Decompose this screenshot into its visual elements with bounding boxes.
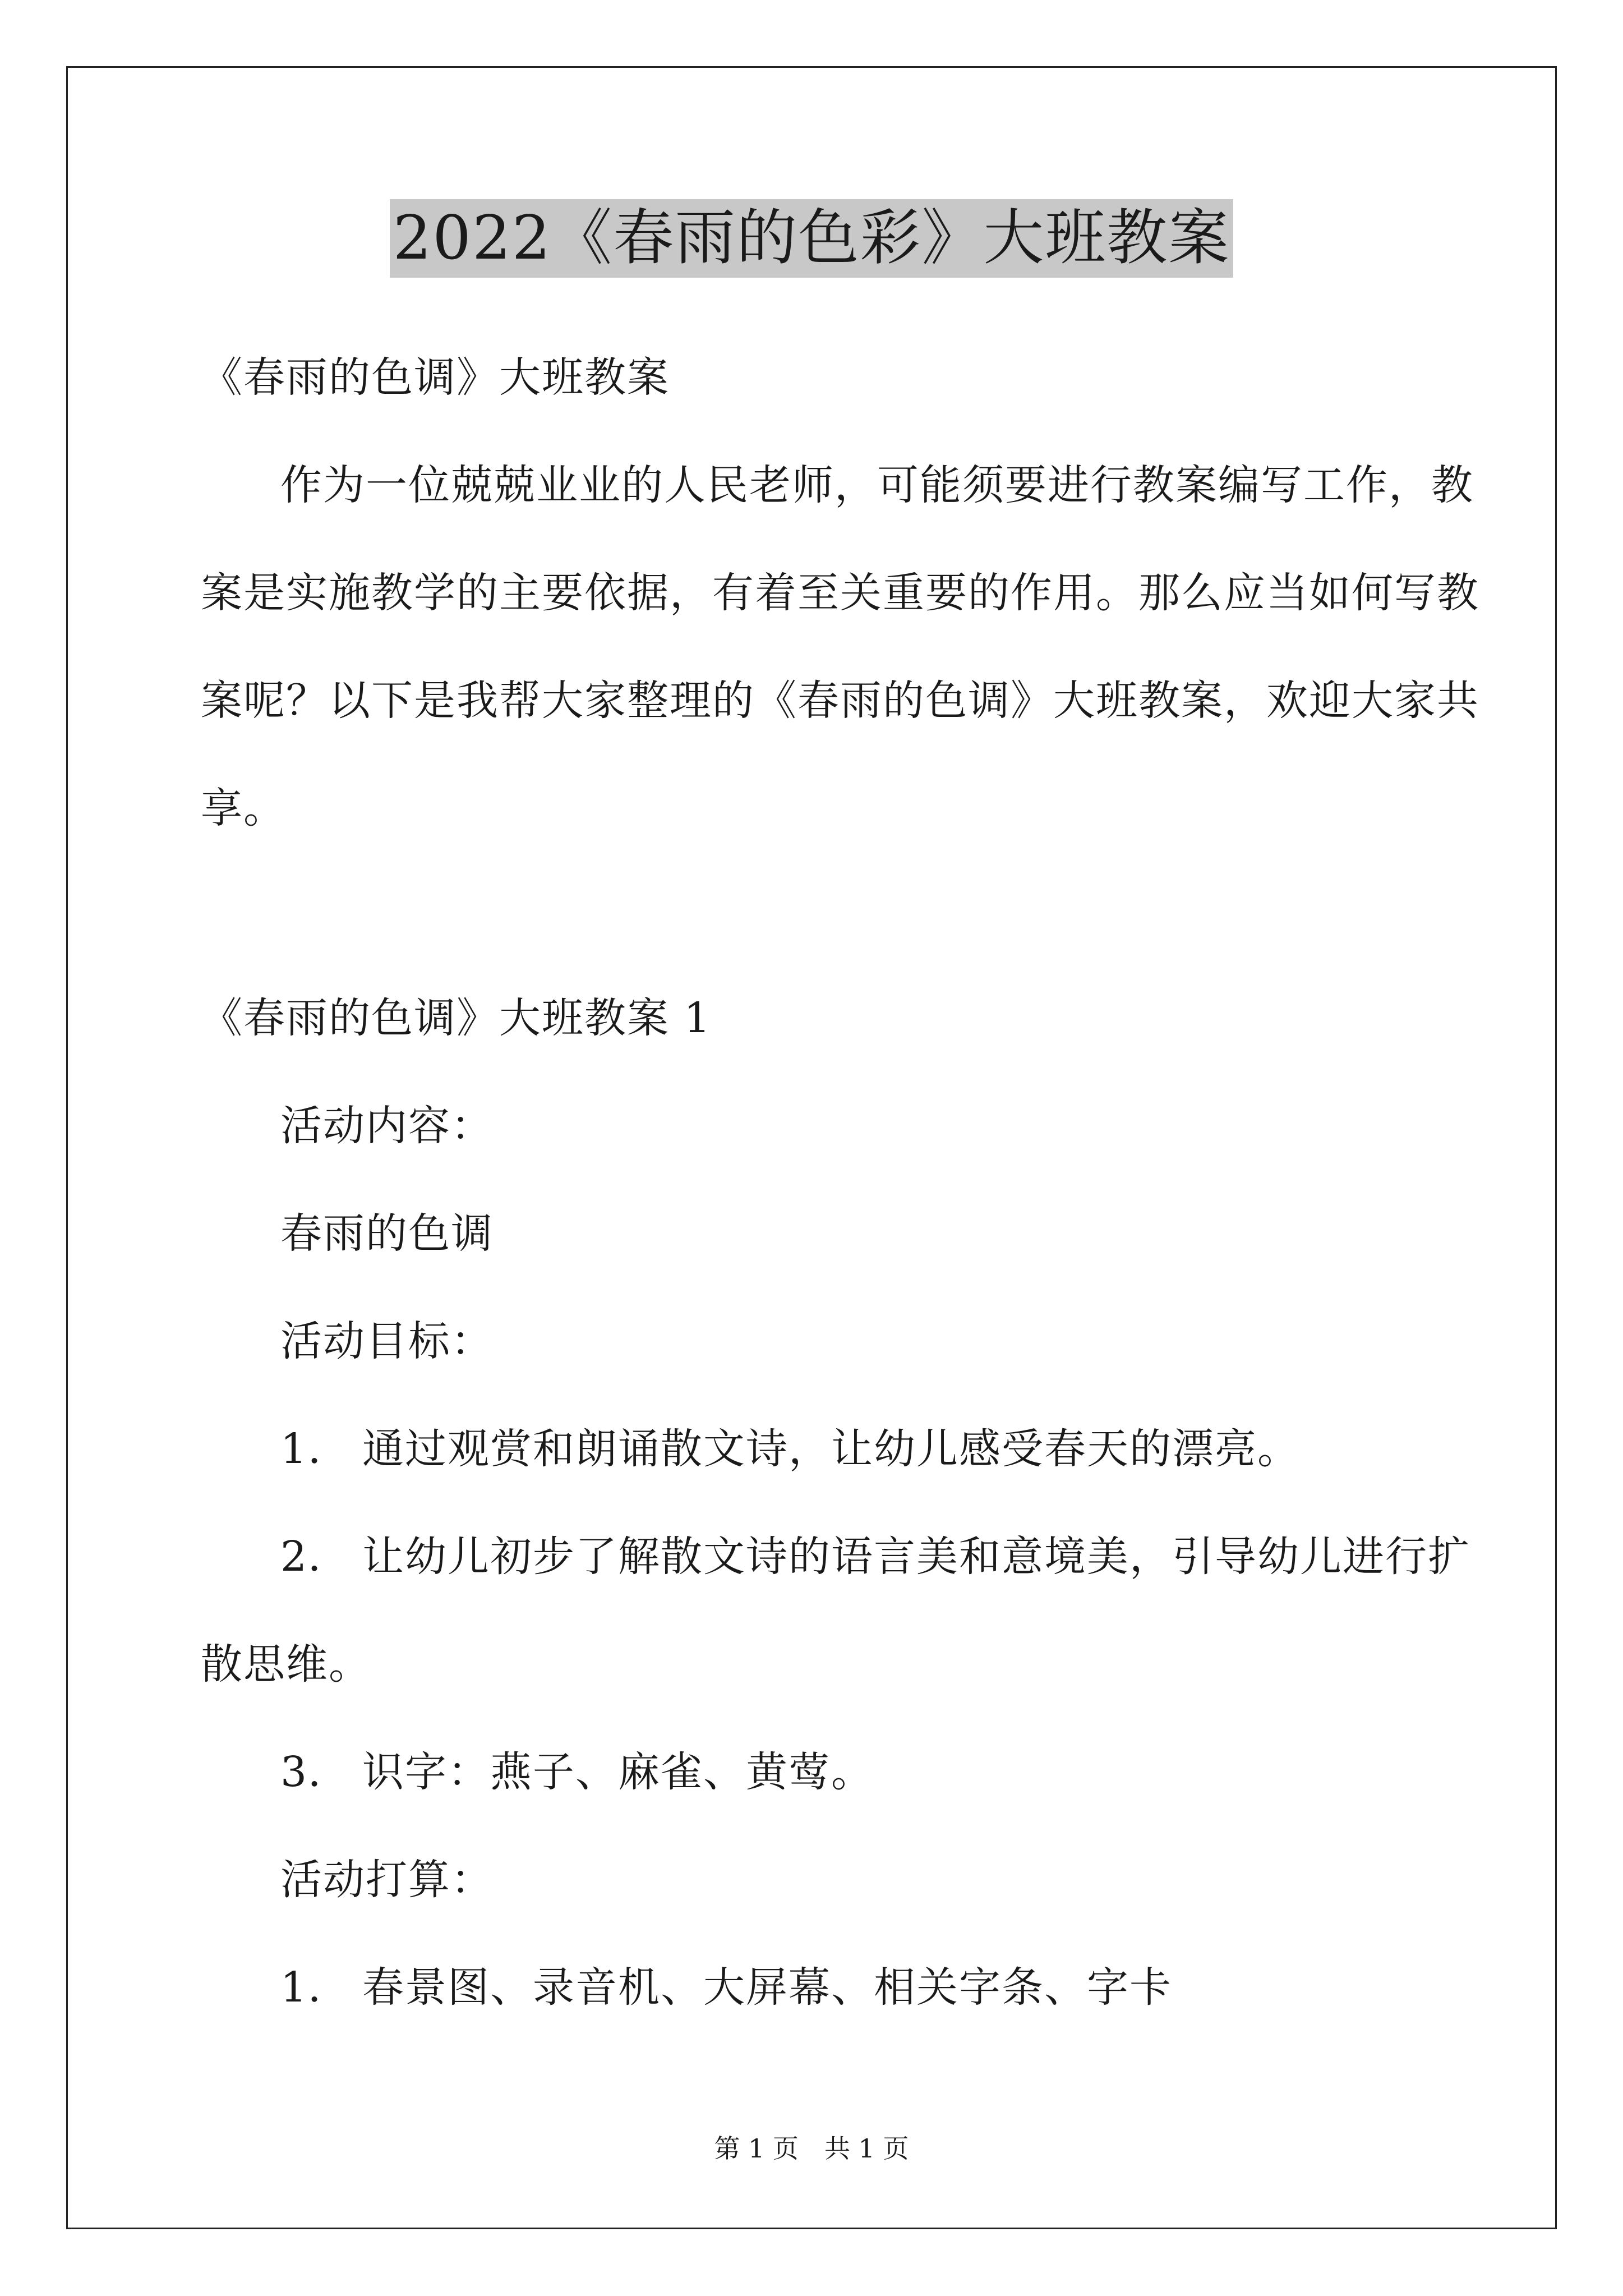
activity-goal-label: 活动目标： — [280, 1317, 494, 1365]
goal-item-2 — [280, 1531, 1470, 1582]
title-container — [0, 199, 1623, 278]
activity-content-value: 春雨的色调 — [280, 1209, 494, 1258]
goal-item-3 — [280, 1747, 874, 1797]
goal-item-2-text: 让幼儿初步了解散文诗的语言美和意境美，引导幼儿进行扩 — [362, 1533, 1470, 1581]
goal-item-3-text: 识字：燕子、麻雀、黄莺。 — [362, 1748, 874, 1796]
goal-item-3-number: 3． — [280, 1748, 351, 1796]
page-footer: 第 1 页 共 1 页 — [714, 2133, 909, 2164]
goal-item-2-continued: 散思维。 — [201, 1640, 371, 1688]
intro-line-2: 案是实施教学的主要依据，有着至关重要的作用。那么应当如何写教 — [201, 569, 1479, 617]
activity-content-label: 活动内容： — [280, 1102, 494, 1150]
goal-item-1-number: 1． — [280, 1425, 351, 1473]
prep-item-1 — [280, 1962, 1172, 2013]
activity-prep-label: 活动打算： — [280, 1856, 494, 1904]
goal-item-1 — [280, 1424, 1300, 1474]
prep-item-1-text: 春景图、录音机、大屏幕、相关字条、字卡 — [362, 1963, 1172, 2012]
intro-line-1: 作为一位兢兢业业的人民老师，可能须要进行教案编写工作，教 — [280, 461, 1474, 509]
goal-item-1-text: 通过观赏和朗诵散文诗，让幼儿感受春天的漂亮。 — [362, 1425, 1300, 1473]
section-heading: 《春雨的色调》大班教案 1 — [201, 994, 712, 1042]
subtitle-line: 《春雨的色调》大班教案 — [201, 353, 670, 402]
prep-item-1-number: 1． — [280, 1963, 351, 2012]
document-title: 2022《春雨的色彩》大班教案 — [390, 199, 1234, 278]
intro-line-4: 享。 — [201, 784, 286, 832]
goal-item-2-number: 2． — [280, 1533, 351, 1581]
intro-line-3: 案呢？以下是我帮大家整理的《春雨的色调》大班教案，欢迎大家共 — [201, 677, 1479, 725]
